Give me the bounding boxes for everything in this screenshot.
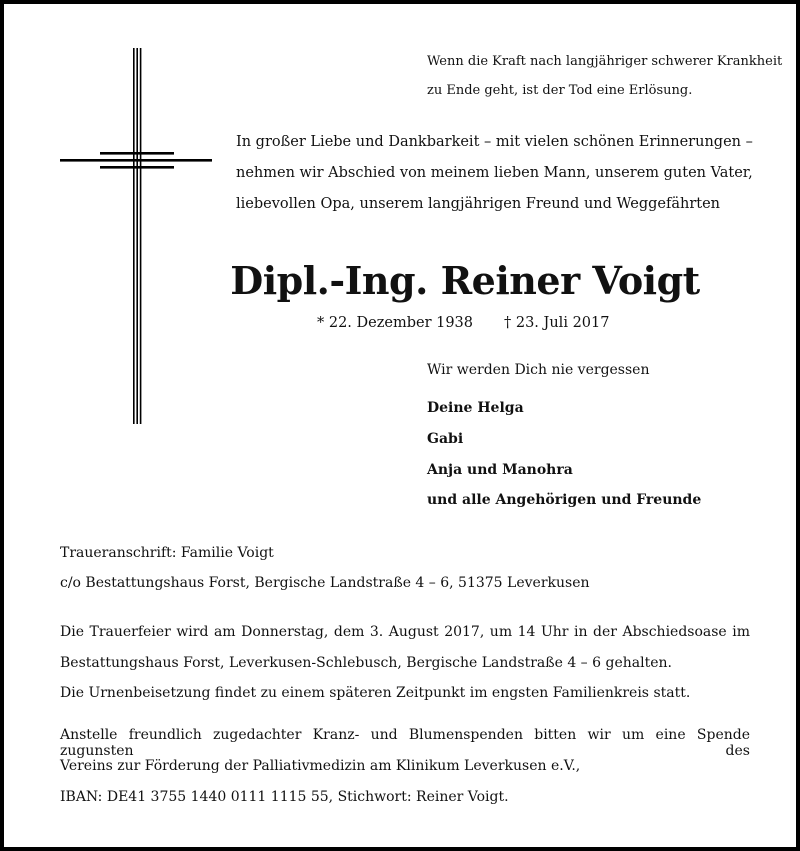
quote-line-2: zu Ende geht, ist der Tod eine Erlösung. — [427, 83, 693, 98]
address-line-1: Traueranschrift: Familie Voigt — [60, 545, 274, 561]
intro-line-1: In großer Liebe und Dankbarkeit – mit vielen schönen Erinnerungen – — [236, 134, 753, 150]
family-member: Anja und Manohra — [427, 462, 573, 478]
death-date: † 23. Juli 2017 — [504, 315, 610, 331]
family-member: und alle Angehörigen und Freunde — [427, 492, 702, 508]
quote-line-1: Wenn die Kraft nach langjähriger schwerer Krankheit — [427, 54, 783, 69]
donation-line-3: IBAN: DE41 3755 1440 0111 1115 55, Stichwort: Reiner Voigt. — [60, 789, 509, 805]
birth-date: * 22. Dezember 1938 — [317, 315, 474, 331]
intro-line-3: liebevollen Opa, unserem langjährigen Freund und Weggefährten — [236, 196, 720, 212]
address-line-2: c/o Bestattungshaus Forst, Bergische Landstraße 4 – 6, 51375 Leverkusen — [60, 575, 590, 591]
ceremony-line-1: Die Trauerfeier wird am Donnerstag, dem 3. August 2017, um 14 Uhr in der Abschiedsoase im — [60, 624, 750, 640]
ceremony-line-3: Die Urnenbeisetzung findet zu einem späteren Zeitpunkt im engsten Familienkreis statt. — [60, 685, 691, 701]
family-member: Gabi — [427, 431, 464, 447]
cross-icon — [60, 48, 216, 428]
intro-line-2: nehmen wir Abschied von meinem lieben Mann, unserem guten Vater, — [236, 165, 753, 181]
donation-line-1: Anstelle freundlich zugedachter Kranz- und Blumenspenden bitten wir um eine Spende zugunsten des — [60, 727, 750, 759]
donation-line-2: Vereins zur Förderung der Palliativmedizin am Klinikum Leverkusen e.V., — [60, 758, 581, 774]
deceased-name: Dipl.-Ing. Reiner Voigt — [230, 258, 700, 303]
family-member: Deine Helga — [427, 400, 524, 416]
never-forget-line: Wir werden Dich nie vergessen — [427, 362, 650, 378]
ceremony-line-2: Bestattungshaus Forst, Leverkusen-Schlebusch, Bergische Landstraße 4 – 6 gehalten. — [60, 655, 672, 671]
